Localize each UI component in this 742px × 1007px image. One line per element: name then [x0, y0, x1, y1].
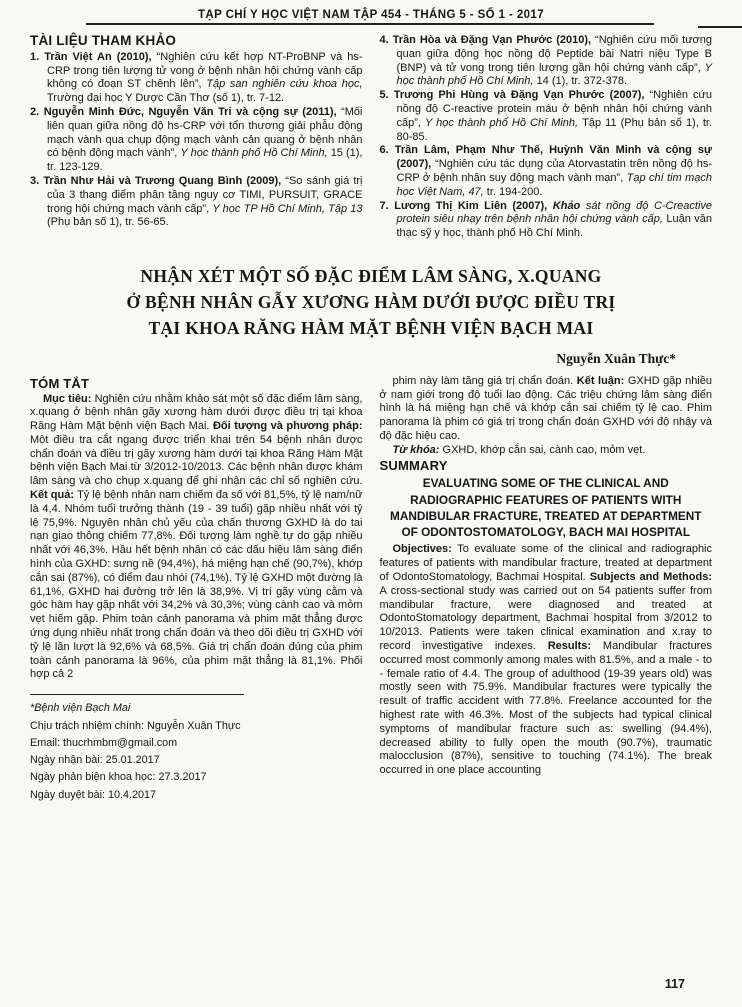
- page-header: [0, 0, 742, 25]
- references-column-left: [30, 34, 363, 241]
- body-column-left: [30, 375, 363, 804]
- reference-number: 3.: [30, 174, 44, 187]
- summary-title: EVALUATING SOME OF THE CLINICAL AND RADIOGRAPHIC FEATURES OF PATIENTS WITH MANDIBULAR FRACTURE, TREATED AT DEPARTMENT OF ODONTOSTOMATOLOGY, BACH MAI HOSPITAL: [390, 476, 702, 540]
- article-title-line: TẠI KHOA RĂNG HÀM MẶT BỆNH VIỆN BẠCH MAI: [148, 318, 594, 339]
- article-title-line: NHẬN XÉT MỘT SỐ ĐẶC ĐIỂM LÂM SÀNG, X.QUANG: [140, 265, 602, 286]
- footnote-line: Ngày duyệt bài: 10.4.2017: [30, 788, 157, 801]
- reference-number: 6.: [379, 144, 395, 157]
- keywords-line: Từ khóa: GXHD, khớp cắn sai, cành cao, mỏm vẹt.: [392, 443, 646, 456]
- journal-header-title: TẠP CHÍ Y HỌC VIỆT NAM TẬP 454 - THÁNG 5 - SỐ 1 - 2017: [197, 9, 545, 21]
- article-title-line: Ở BỆNH NHÂN GẪY XƯƠNG HÀM DƯỚI ĐƯỢC ĐIỀU TRỊ: [126, 292, 616, 313]
- references-section: [0, 34, 742, 241]
- reference-number: 5.: [379, 89, 394, 102]
- reference-item: 5. Trương Phi Hùng và Đặng Vạn Phước (2007), “Nghiên cứu nồng độ C-reactive protein máu ở bệnh nhân hội chứng vành cấp”, Y học thành phố Hồ Chí Minh, Tập 11 (Phụ bản số 1), tr. 80-85.: [379, 89, 712, 143]
- abstract-paragraph: Mục tiêu: Nghiên cứu nhằm khảo sát một số đặc điểm lâm sàng, x.quang ở bệnh nhân gãy xương hàm dưới được điều trị tại khoa Răng Hàm Mặt bệnh viện Bạch Mai. Đối tượng và phương pháp: Một điều tra cắt ngang được triển khai trên 54 bệnh nhân được chẩn đoán và điều trị gãy xương hàm dưới tại khoa Răng Hàm Mặt bệnh viện Bạch Mai từ 3/2012-10/2013. Các bệnh nhân được khám lâm sàng và cho chụp x.quang để ghi nhận các chỉ số nghiên cứu. Kết quả: Tỷ lệ bệnh nhân nam chiếm đa số với 81,5%, tỷ lệ nam/nữ là 4,4. Nhóm tuổi trưởng thành (19 - 39 tuổi) gặp nhiều nhất với tỷ lệ 75,9%. Nguyên nhân chủ yếu của chấn thương GXHD là do tai nạn giao thông chiếm 77,8%. Đối tượng làm nghề tự do gặp nhiều nhất với 46,3%. Hầu hết bệnh nhân có các dấu hiệu lâm sàng điển hình của GXHD: sưng nề (94,4%), há miệng hạn chế (90,7%), khớp cắn sai (87%), có điểm đau nhói (74,1%). Tỷ lệ GXHD một đường là 61,1%, GXHD hai đường trở lên là 38,9%. Vị trí gãy vùng cằm và góc hàm hay gặp nhất với 34,2% và 30,3%; vùng cành cao và mỏm vẹt hiếm gặp. Phim toàn cảnh panorama và phim mặt thẳng được ứng dụng nhiều nhất trong chẩn đoán và theo dõi điều trị GXHD với tỷ lệ lần lượt là 92,6% và 68,5%. Giá trị chẩn đoán đúng của phim toàn cảnh panorama là 96%, của phim mặt thẳng là 81,1%. Phối hợp cả 2: [30, 392, 363, 681]
- abstract-heading: TÓM TẮT: [30, 375, 90, 391]
- page-number: 117: [664, 977, 685, 991]
- footnote-line: Email: thucrhmbm@gmail.com: [30, 736, 178, 749]
- footnote-line: Chịu trách nhiệm chính: Nguyễn Xuân Thực: [30, 719, 241, 732]
- reference-item: 4. Trần Hòa và Đặng Vạn Phước (2010), “Nghiên cứu mối tương quan giữa động học nồng độ Peptide bài Natri niệu Type B (BNP) và tử vong trong tiên lượng gần hội chứng vành cấp”, Y học thành phố Hồ Chí Minh, 14 (1), tr. 372-378.: [379, 34, 713, 88]
- references-list-left: [30, 51, 363, 230]
- footnote-rule: [30, 694, 244, 695]
- article-title: [0, 263, 742, 342]
- footnote-line: Ngày nhận bài: 25.01.2017: [30, 754, 160, 767]
- reference-item: 6. Trần Lâm, Phạm Như Thế, Huỳnh Văn Minh và cộng sự (2007), “Nghiên cứu tác dụng của Atorvastatin trên nồng độ hs-CRP ở bệnh nhân suy động mạch vành mạn”, Tạp chí tim mạch học Việt Nam, 47, tr. 194-200.: [379, 144, 712, 198]
- summary-paragraph: Objectives: To evaluate some of the clinical and radiographic features of patients with mandibular fracture, treated at department of OdontoStomatology, Bachmai Hospital. Subjects and Methods: A cross-sectional study was carried out on 54 patients suffer from mandibular fracture, were diagnosed and treated at OdontoStomatology department, Bachmai hospital from 3/2012 to 10/2013. Patients were taken clinical examination and x.ray to record investigative indexes. Results: Mandibular fractures occurred most commonly among males with 81.5%, and a male - to - female ratio of 4.4. The group of adulthood (19-39 years old) was mostly seen with 75.9%. Mandibular fractures were typically the result of traffic accident with 77.8%. Freelance accounted for the highest rate with 46.3%. Most of the subjects had typical clinical symptoms of mandibular fracture such as: swelling (94.4%), decreased ability to fully open the mouth (90.7%), traumatic malocclusion (87%), sensitive to touching (74.1%). The break occurred in one place accounting: [379, 543, 713, 777]
- reference-number: 7.: [379, 199, 395, 212]
- footnote-line: Ngày phản biện khoa học: 27.3.2017: [30, 771, 207, 784]
- article-body: [0, 375, 742, 804]
- reference-number: 4.: [379, 34, 393, 46]
- header-rule: [86, 23, 654, 25]
- footnote-lines: [30, 700, 363, 804]
- reference-item: 1. Trần Việt An (2010), “Nghiên cứu kết hợp NT-ProBNP và hs-CRP trong tiên lượng tử vong ở bệnh nhân hội chứng vành cấp không có đoạn ST chênh lên”, Tập san nghiên cứu khoa học, Trường đại học Y Dược Cần Thơ (số 1), tr. 7-12.: [30, 50, 363, 105]
- body-column-right: [380, 375, 713, 804]
- header-right-dash: [698, 26, 742, 28]
- reference-item: 3. Trần Như Hải và Trương Quang Bình (2009), “So sánh giá trị của 3 thang điểm phân tầng nguy cơ TIMI, PURSUIT, GRACE trong hội chứng mạch vành cấp”, Y học TP Hồ Chí Minh, Tập 13 (Phụ bản số 1), tr. 56-65.: [30, 174, 363, 229]
- abstract-continued-paragraph: phim này làm tăng giá trị chẩn đoán. Kết luận: GXHD gặp nhiều ở nam giới trong độ tuổi lao động. Các triệu chứng lâm sàng điển hình là há miệng hạn chế và khớp cắn sai chiếm tỷ lệ cao. Phim panorama là phim có giá trị trong chẩn đoán GXHD với độ nhậy và độ đặc hiệu cao.: [379, 374, 712, 442]
- footnote-line: *Bệnh viện Bạch Mai: [30, 702, 131, 715]
- references-list-right: [380, 34, 713, 241]
- article-author: Nguyễn Xuân Thực*: [556, 350, 676, 366]
- reference-number: 1.: [30, 50, 45, 63]
- reference-item: 2. Nguyễn Minh Đức, Nguyễn Văn Tri và cộng sự (2011), “Mối liên quan giữa nồng độ hs-CRP với tổn thương giải phẫu động mạch vành qua chụp động mạch vành cản quang ở bệnh nhân có bệnh động mạch vành”, Y học thành phố Hồ Chí Minh, 15 (1), tr. 123-129.: [30, 105, 363, 174]
- footnote: [30, 694, 363, 804]
- summary-heading: SUMMARY: [379, 458, 448, 474]
- references-column-right: [380, 34, 713, 241]
- reference-item: 7. Lương Thị Kim Liên (2007), Khảo sát nồng độ C-Creactive protein siêu nhạy trên bệnh nhân hội chứng vành cấp, Luận văn thạc sỹ y học, thành phố Hồ Chí Minh.: [379, 199, 713, 240]
- references-heading: TÀI LIỆU THAM KHẢO: [30, 33, 177, 48]
- reference-number: 2.: [30, 105, 44, 118]
